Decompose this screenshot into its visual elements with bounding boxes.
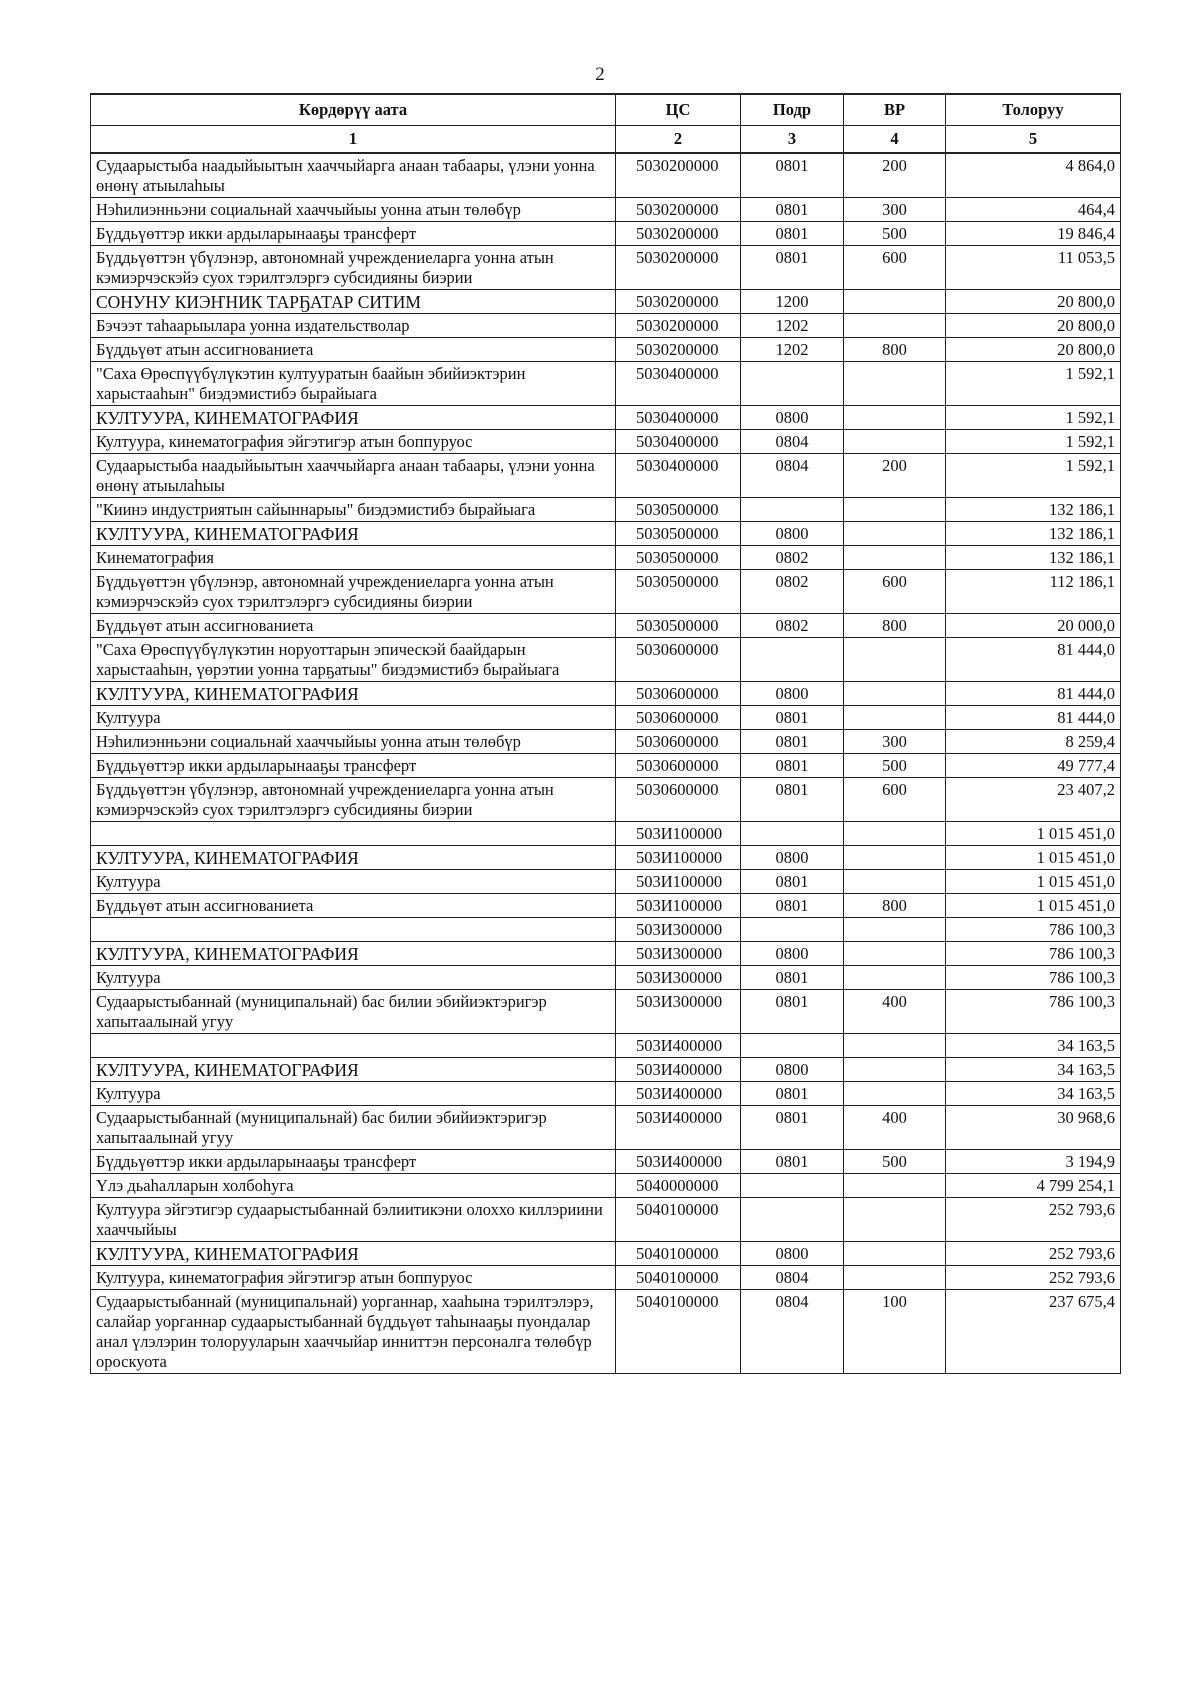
- row-name: Бүддьүөттэр икки ардыларынааҕы трансферт: [91, 222, 616, 246]
- row-podr: 0801: [741, 1082, 844, 1106]
- row-amount: 1 592,1: [946, 454, 1121, 498]
- row-cs-code: 503И100000: [616, 822, 741, 846]
- row-cs-code: 5040100000: [616, 1198, 741, 1242]
- row-amount: 34 163,5: [946, 1034, 1121, 1058]
- table-row: [91, 706, 1121, 730]
- row-cs-code: 5030600000: [616, 682, 741, 706]
- row-cs-code: 5040100000: [616, 1290, 741, 1374]
- table-row: [91, 966, 1121, 990]
- row-vr: 500: [844, 1150, 946, 1174]
- row-name: Судаарыстыбаннай (муниципальнай) бас билии эбийиэктэригэр хапытаалынай угуу: [91, 990, 616, 1034]
- row-podr: 0801: [741, 754, 844, 778]
- row-amount: 34 163,5: [946, 1058, 1121, 1082]
- row-vr: [844, 1266, 946, 1290]
- row-podr: 0800: [741, 942, 844, 966]
- table-row: [91, 570, 1121, 614]
- row-amount: 786 100,3: [946, 966, 1121, 990]
- row-vr: [844, 314, 946, 338]
- row-name: Култуура: [91, 966, 616, 990]
- row-amount: 3 194,9: [946, 1150, 1121, 1174]
- row-amount: 34 163,5: [946, 1082, 1121, 1106]
- row-name: Бүддьүөт атын ассигнованиета: [91, 894, 616, 918]
- row-podr: 0801: [741, 246, 844, 290]
- row-cs-code: 5030600000: [616, 778, 741, 822]
- row-podr: 0801: [741, 990, 844, 1034]
- row-vr: [844, 1198, 946, 1242]
- row-cs-code: 5030200000: [616, 222, 741, 246]
- row-name: КУЛТУУРА, КИНЕМАТОГРАФИЯ: [91, 406, 616, 430]
- table-row: [91, 1242, 1121, 1266]
- row-vr: 100: [844, 1290, 946, 1374]
- row-vr: [844, 406, 946, 430]
- row-vr: 200: [844, 454, 946, 498]
- table-row: [91, 290, 1121, 314]
- table-row: [91, 918, 1121, 942]
- row-podr: 0800: [741, 682, 844, 706]
- table-row: [91, 730, 1121, 754]
- row-name: Судаарыстыбаннай (муниципальнай) бас билии эбийиэктэригэр хапытаалынай угуу: [91, 1106, 616, 1150]
- row-name: "Саха Өрөспүүбүлүкэтин култууратын баайын эбийиэктэрин харыстааһын" биэдэмистибэ бырайыага: [91, 362, 616, 406]
- row-cs-code: 5030200000: [616, 290, 741, 314]
- row-podr: [741, 362, 844, 406]
- row-amount: 81 444,0: [946, 682, 1121, 706]
- row-amount: 252 793,6: [946, 1242, 1121, 1266]
- row-cs-code: 5030200000: [616, 246, 741, 290]
- row-cs-code: 5030600000: [616, 730, 741, 754]
- row-podr: 1200: [741, 290, 844, 314]
- row-amount: 20 800,0: [946, 290, 1121, 314]
- row-name: Култуура: [91, 1082, 616, 1106]
- row-name: КУЛТУУРА, КИНЕМАТОГРАФИЯ: [91, 942, 616, 966]
- row-amount: 786 100,3: [946, 942, 1121, 966]
- page-number: 2: [595, 64, 605, 85]
- table-row: [91, 990, 1121, 1034]
- table-row: [91, 454, 1121, 498]
- row-vr: [844, 966, 946, 990]
- table-row: [91, 198, 1121, 222]
- row-amount: 20 800,0: [946, 338, 1121, 362]
- table-row: [91, 1174, 1121, 1198]
- row-amount: 464,4: [946, 198, 1121, 222]
- row-name: Култуура эйгэтигэр судаарыстыбаннай бэлиитикэни олоххо киллэриини хааччыйыы: [91, 1198, 616, 1242]
- row-amount: 81 444,0: [946, 706, 1121, 730]
- row-podr: [741, 638, 844, 682]
- row-name: [91, 1034, 616, 1058]
- row-podr: 0801: [741, 222, 844, 246]
- header-name: Көрдөрүү аата: [91, 94, 616, 126]
- row-name: Кинематография: [91, 546, 616, 570]
- row-name: Судаарыстыба наадыйыытын хааччыйарга анаан табаары, үлэни уонна өнөнү атыылаһыы: [91, 153, 616, 198]
- row-cs-code: 5030500000: [616, 570, 741, 614]
- row-podr: [741, 498, 844, 522]
- row-vr: [844, 546, 946, 570]
- row-cs-code: 5030400000: [616, 406, 741, 430]
- row-cs-code: 503И300000: [616, 918, 741, 942]
- row-amount: 20 800,0: [946, 314, 1121, 338]
- row-name: КУЛТУУРА, КИНЕМАТОГРАФИЯ: [91, 682, 616, 706]
- table-row: [91, 1266, 1121, 1290]
- row-cs-code: 503И400000: [616, 1058, 741, 1082]
- row-podr: 0800: [741, 522, 844, 546]
- table-row: [91, 638, 1121, 682]
- row-podr: 0801: [741, 730, 844, 754]
- table-row: [91, 870, 1121, 894]
- row-vr: [844, 290, 946, 314]
- table-row: [91, 894, 1121, 918]
- row-name: Бүддьүөт атын ассигнованиета: [91, 338, 616, 362]
- row-podr: 0801: [741, 1150, 844, 1174]
- row-name: КУЛТУУРА, КИНЕМАТОГРАФИЯ: [91, 1242, 616, 1266]
- row-podr: 0801: [741, 153, 844, 198]
- row-cs-code: 5030600000: [616, 754, 741, 778]
- row-vr: 500: [844, 222, 946, 246]
- row-vr: [844, 942, 946, 966]
- row-vr: [844, 706, 946, 730]
- row-podr: 0801: [741, 966, 844, 990]
- table-row: [91, 942, 1121, 966]
- row-name: Бүддьүөттэн үбүлэнэр, автономнай учреждениеларга уонна атын кэмиэрчэскэйэ суох тэрилтэлэргэ субсидияны биэрии: [91, 570, 616, 614]
- row-cs-code: 5030500000: [616, 614, 741, 638]
- row-amount: 4 799 254,1: [946, 1174, 1121, 1198]
- table-row: [91, 754, 1121, 778]
- row-vr: [844, 1242, 946, 1266]
- header-row: [91, 94, 1121, 126]
- row-vr: 800: [844, 614, 946, 638]
- row-podr: 0802: [741, 614, 844, 638]
- row-podr: 1202: [741, 314, 844, 338]
- row-vr: [844, 498, 946, 522]
- header-index-3: 3: [741, 126, 844, 154]
- row-amount: 1 015 451,0: [946, 822, 1121, 846]
- row-podr: [741, 918, 844, 942]
- row-vr: [844, 1034, 946, 1058]
- row-cs-code: 5030500000: [616, 498, 741, 522]
- row-podr: 1202: [741, 338, 844, 362]
- header-index-4: 4: [844, 126, 946, 154]
- table-row: [91, 1290, 1121, 1374]
- row-name: КУЛТУУРА, КИНЕМАТОГРАФИЯ: [91, 1058, 616, 1082]
- row-podr: 0804: [741, 1290, 844, 1374]
- table-row: [91, 1082, 1121, 1106]
- row-vr: [844, 822, 946, 846]
- row-vr: 500: [844, 754, 946, 778]
- row-name: [91, 822, 616, 846]
- row-cs-code: 503И300000: [616, 942, 741, 966]
- row-amount: 1 592,1: [946, 406, 1121, 430]
- row-amount: 1 015 451,0: [946, 894, 1121, 918]
- row-podr: [741, 1174, 844, 1198]
- row-podr: 0801: [741, 706, 844, 730]
- row-vr: 800: [844, 338, 946, 362]
- row-amount: 81 444,0: [946, 638, 1121, 682]
- row-vr: 600: [844, 246, 946, 290]
- table-row: [91, 406, 1121, 430]
- table-row: [91, 338, 1121, 362]
- header-index-5: 5: [946, 126, 1121, 154]
- row-name: Судаарыстыбаннай (муниципальнай) уорганнар, хааһына тэрилтэлэрэ, салайар уорганнар судаарыстыбаннай бүддьүөт таһынааҕы пуондалар анал үлэлэрин толорууларын хааччыйар инниттэн персоналга төлөбүр ороскуота: [91, 1290, 616, 1374]
- row-podr: 0804: [741, 454, 844, 498]
- header-vr: ВР: [844, 94, 946, 126]
- row-name: КУЛТУУРА, КИНЕМАТОГРАФИЯ: [91, 846, 616, 870]
- row-cs-code: 5030600000: [616, 638, 741, 682]
- row-name: Үлэ дьаһалларын холбоһуга: [91, 1174, 616, 1198]
- row-podr: 0804: [741, 430, 844, 454]
- row-name: Нэһилиэнньэни социальнай хааччыйыы уонна атын төлөбүр: [91, 730, 616, 754]
- row-cs-code: 503И300000: [616, 966, 741, 990]
- row-name: Култуура, кинематография эйгэтигэр атын боппуруос: [91, 1266, 616, 1290]
- row-vr: [844, 918, 946, 942]
- row-vr: [844, 846, 946, 870]
- row-vr: [844, 1058, 946, 1082]
- row-cs-code: 5030400000: [616, 430, 741, 454]
- row-amount: 1 015 451,0: [946, 846, 1121, 870]
- row-amount: 23 407,2: [946, 778, 1121, 822]
- row-amount: 132 186,1: [946, 522, 1121, 546]
- header-index-1: 1: [91, 126, 616, 154]
- row-amount: 786 100,3: [946, 990, 1121, 1034]
- row-vr: 300: [844, 198, 946, 222]
- row-podr: [741, 1198, 844, 1242]
- row-name: [91, 918, 616, 942]
- table-row: [91, 430, 1121, 454]
- row-vr: 300: [844, 730, 946, 754]
- table-row: [91, 222, 1121, 246]
- table-row: [91, 314, 1121, 338]
- row-cs-code: 5030600000: [616, 706, 741, 730]
- table-row: [91, 682, 1121, 706]
- row-cs-code: 503И400000: [616, 1106, 741, 1150]
- row-vr: 400: [844, 990, 946, 1034]
- table-row: [91, 1150, 1121, 1174]
- table-row: [91, 1034, 1121, 1058]
- row-podr: 0801: [741, 894, 844, 918]
- row-podr: 0800: [741, 1242, 844, 1266]
- row-name: "Киинэ индустриятын сайыннарыы" биэдэмистибэ бырайыага: [91, 498, 616, 522]
- row-name: Бүддьүөттэн үбүлэнэр, автономнай учреждениеларга уонна атын кэмиэрчэскэйэ суох тэрилтэлэргэ субсидияны биэрии: [91, 246, 616, 290]
- row-name: Култуура, кинематография эйгэтигэр атын боппуруос: [91, 430, 616, 454]
- row-vr: [844, 1082, 946, 1106]
- row-cs-code: 5030200000: [616, 314, 741, 338]
- table-body: [91, 153, 1121, 1374]
- row-cs-code: 5030400000: [616, 362, 741, 406]
- row-cs-code: 5030200000: [616, 153, 741, 198]
- row-name: Судаарыстыба наадыйыытын хааччыйарга анаан табаары, үлэни уонна өнөнү атыылаһыы: [91, 454, 616, 498]
- row-amount: 132 186,1: [946, 498, 1121, 522]
- row-amount: 1 592,1: [946, 430, 1121, 454]
- row-podr: 0800: [741, 1058, 844, 1082]
- table-row: [91, 1106, 1121, 1150]
- row-vr: 600: [844, 570, 946, 614]
- row-amount: 237 675,4: [946, 1290, 1121, 1374]
- row-name: Нэһилиэнньэни социальнай хааччыйыы уонна атын төлөбүр: [91, 198, 616, 222]
- row-cs-code: 503И400000: [616, 1150, 741, 1174]
- row-name: СОНУНУ КИЭҤНИК ТАРҔАТАР СИТИМ: [91, 290, 616, 314]
- row-amount: 252 793,6: [946, 1198, 1121, 1242]
- row-name: Бүддьүөттэр икки ардыларынааҕы трансферт: [91, 1150, 616, 1174]
- table-row: [91, 614, 1121, 638]
- row-vr: 400: [844, 1106, 946, 1150]
- row-amount: 132 186,1: [946, 546, 1121, 570]
- row-podr: 0802: [741, 570, 844, 614]
- table-row: [91, 778, 1121, 822]
- table-row: [91, 846, 1121, 870]
- row-cs-code: 503И100000: [616, 870, 741, 894]
- table-row: [91, 1198, 1121, 1242]
- row-name: Бэчээт таһаарыылара уонна издательстволар: [91, 314, 616, 338]
- row-name: Бүддьүөттэр икки ардыларынааҕы трансферт: [91, 754, 616, 778]
- table-row: [91, 153, 1121, 198]
- table-row: [91, 362, 1121, 406]
- row-cs-code: 5030200000: [616, 338, 741, 362]
- row-podr: [741, 822, 844, 846]
- row-podr: 0801: [741, 778, 844, 822]
- header-cs: ЦС: [616, 94, 741, 126]
- row-vr: [844, 430, 946, 454]
- row-name: Култуура: [91, 706, 616, 730]
- row-amount: 30 968,6: [946, 1106, 1121, 1150]
- row-vr: [844, 638, 946, 682]
- row-cs-code: 5040100000: [616, 1242, 741, 1266]
- row-podr: [741, 1034, 844, 1058]
- row-podr: 0801: [741, 198, 844, 222]
- table-row: [91, 822, 1121, 846]
- header-index-2: 2: [616, 126, 741, 154]
- row-cs-code: 5040000000: [616, 1174, 741, 1198]
- row-vr: [844, 362, 946, 406]
- row-amount: 11 053,5: [946, 246, 1121, 290]
- row-amount: 786 100,3: [946, 918, 1121, 942]
- row-cs-code: 5040100000: [616, 1266, 741, 1290]
- header-index-row: [91, 126, 1121, 154]
- row-cs-code: 503И100000: [616, 894, 741, 918]
- row-amount: 20 000,0: [946, 614, 1121, 638]
- row-cs-code: 503И100000: [616, 846, 741, 870]
- row-name: Култуура: [91, 870, 616, 894]
- row-vr: [844, 522, 946, 546]
- row-cs-code: 5030500000: [616, 546, 741, 570]
- row-cs-code: 503И300000: [616, 990, 741, 1034]
- table-row: [91, 522, 1121, 546]
- row-amount: 8 259,4: [946, 730, 1121, 754]
- row-podr: 0802: [741, 546, 844, 570]
- row-amount: 1 592,1: [946, 362, 1121, 406]
- row-name: КУЛТУУРА, КИНЕМАТОГРАФИЯ: [91, 522, 616, 546]
- row-vr: [844, 870, 946, 894]
- row-vr: 800: [844, 894, 946, 918]
- row-podr: 0800: [741, 406, 844, 430]
- row-cs-code: 5030500000: [616, 522, 741, 546]
- table-row: [91, 1058, 1121, 1082]
- row-vr: 600: [844, 778, 946, 822]
- row-podr: 0801: [741, 870, 844, 894]
- row-amount: 49 777,4: [946, 754, 1121, 778]
- row-vr: 200: [844, 153, 946, 198]
- row-name: "Саха Өрөспүүбүлүкэтин норуоттарын эпическэй баайдарын харыстааһын, үөрэтии уонна тарҕатыы" биэдэмистибэ бырайыага: [91, 638, 616, 682]
- row-amount: 4 864,0: [946, 153, 1121, 198]
- row-podr: 0801: [741, 1106, 844, 1150]
- row-cs-code: 503И400000: [616, 1082, 741, 1106]
- row-amount: 112 186,1: [946, 570, 1121, 614]
- header-amount: Толоруу: [946, 94, 1121, 126]
- row-amount: 252 793,6: [946, 1266, 1121, 1290]
- row-podr: 0804: [741, 1266, 844, 1290]
- budget-table: [90, 93, 1121, 1374]
- table-row: [91, 246, 1121, 290]
- row-amount: 19 846,4: [946, 222, 1121, 246]
- row-vr: [844, 1174, 946, 1198]
- header-podr: Подр: [741, 94, 844, 126]
- table-row: [91, 546, 1121, 570]
- row-cs-code: 5030400000: [616, 454, 741, 498]
- row-name: Бүддьүөттэн үбүлэнэр, автономнай учреждениеларга уонна атын кэмиэрчэскэйэ суох тэрилтэлэргэ субсидияны биэрии: [91, 778, 616, 822]
- row-cs-code: 503И400000: [616, 1034, 741, 1058]
- row-amount: 1 015 451,0: [946, 870, 1121, 894]
- row-cs-code: 5030200000: [616, 198, 741, 222]
- row-podr: 0800: [741, 846, 844, 870]
- table-row: [91, 498, 1121, 522]
- row-name: Бүддьүөт атын ассигнованиета: [91, 614, 616, 638]
- row-vr: [844, 682, 946, 706]
